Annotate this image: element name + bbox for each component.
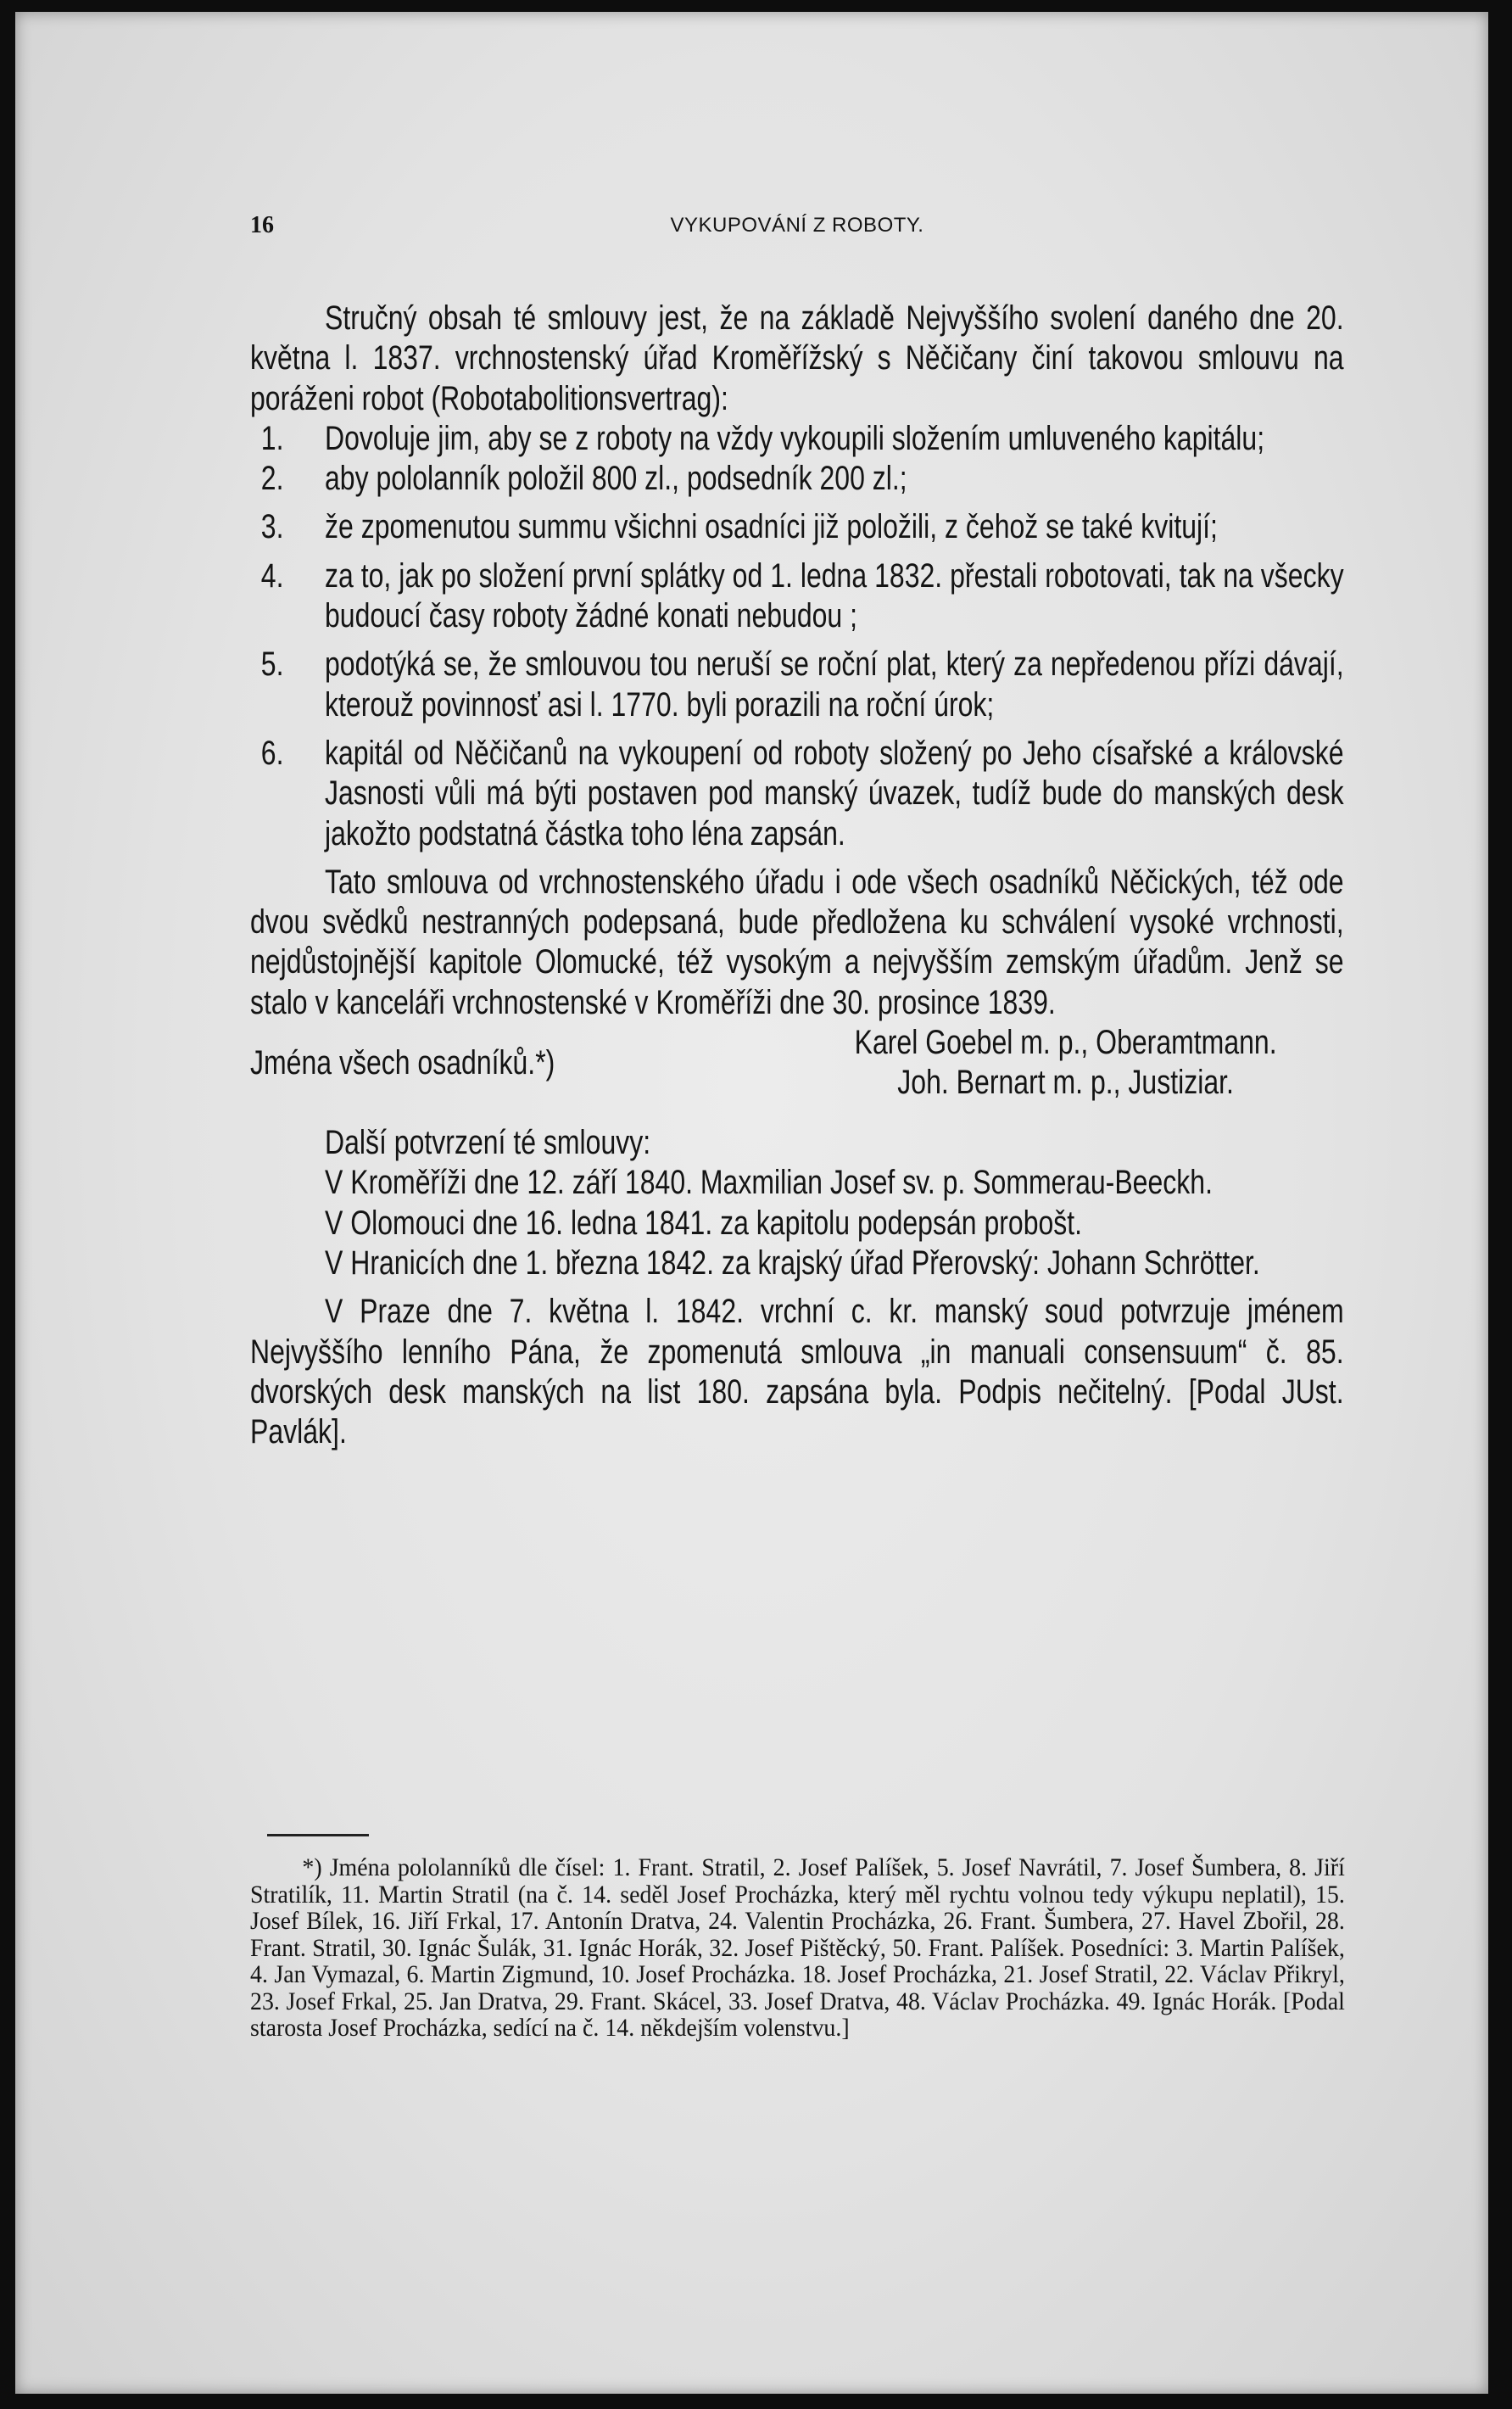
main-text	[250, 299, 1344, 1452]
running-header	[250, 212, 1344, 246]
contract-terms-list	[250, 419, 1344, 854]
confirmation-entry: V Olomouci dne 16. ledna 1841. za kapitolu podepsán probošt.	[325, 1204, 1083, 1242]
signature-line: Joh. Bernart m. p., Justiziar.	[897, 1064, 1234, 1102]
scanned-page	[15, 12, 1488, 2394]
list-item: 3. že zpomenutou summu všichni osadníci již položili, z čehož se také kvitují;	[260, 508, 1218, 546]
confirmations-heading: Další potvrzení té smlouvy:	[325, 1124, 651, 1162]
footnote-text: *) Jména pololanníků dle čísel: 1. Frant. Stratil, 2. Josef Palíšek, 5. Josef Navrátil, 7. Josef Šumbera, 8. Jiří Stratilík, 11. Martin Stratil (na č. 14. seděl Josef Procházka, který měl rychtu volnou tedy výkupu neplatil), 15. Josef Bílek, 16. Jiří Frkal, 17. Antonín Dratva, 24. Valentin Procházka, 26. Frant. Šumbera, 27. Havel Zbořil, 28. Frant. Stratil, 30. Ignác Šulák, 31. Ignác Horák, 32. Josef Pištěcký, 50. Frant. Palíšek. Posedníci: 3. Martin Palíšek, 4. Jan Vymazal, 6. Martin Zigmund, 10. Josef Procházka. 18. Josef Procházka, 21. Josef Stratil, 22. Václav Přikryl, 23. Josef Frkal, 25. Jan Dratva, 29. Frant. Skácel, 33. Josef Dratva, 48. Václav Procházka. 49. Ignác Horák. [Podal starosta Josef Procházka, sedící na č. 14. někdejším volenstvu.]	[250, 1853, 1345, 2042]
signatures	[788, 1023, 1344, 1103]
names-note: Jména všech osadníků.*)	[250, 1044, 555, 1082]
confirmation-entry: V Praze dne 7. května l. 1842. vrchní c. kr. manský soud potvrzuje jménem Nejvyššího lenního Pána, že zpomenutá smlouva „in manuali consensuum“ č. 85. dvorských desk manských na list 180. zapsána byla. Podpis nečitelný. [Podal JUst. Pavlák].	[250, 1293, 1344, 1451]
confirmation-entry: V Kroměříži dne 12. září 1840. Maxmilian Josef sv. p. Sommerau-Beeckh.	[325, 1164, 1213, 1202]
list-item: 6. kapitál od Něčičanů na vykoupení od roboty složený po Jeho císařské a královské Jasnosti vůli má býti postaven pod manský úvazek, tudíž bude do manských desk jakožto podstatná částka toho léna zapsán.	[260, 734, 1344, 852]
page-number: 16	[250, 212, 274, 238]
list-item: 1. Dovoluje jim, aby se z roboty na vždy vykoupili složením umluveného kapitálu;	[260, 419, 1265, 457]
list-item: 5. podotýká se, že smlouvou tou neruší se roční plat, který za nepředenou přízi dávají, kterouž povinnosť asi l. 1770. byli porazili na roční úrok;	[260, 646, 1344, 724]
signature-line: Karel Goebel m. p., Oberamtmann.	[854, 1024, 1277, 1062]
confirmation-entry: V Hranicích dne 1. března 1842. za krajský úřad Přerovský: Johann Schrötter.	[325, 1244, 1260, 1282]
list-item: 2. aby pololanník položil 800 zl., podsedník 200 zl.;	[260, 460, 907, 498]
running-head-title: VYKUPOVÁNÍ Z ROBOTY.	[670, 214, 924, 237]
footnote-separator	[267, 1834, 369, 1836]
approval-paragraph: Tato smlouva od vrchnostenského úřadu i ode všech osadníků Něčických, též ode dvou svědků nestranných podepsaná, bude předložena ku schválení vysoké vrchnosti, nejdůstojnější kapitole Olomucké, též vysokým a nejvyšším zemským úřadům. Jenž se stalo v kanceláři vrchnostenské v Kroměříži dne 30. prosince 1839.	[250, 863, 1344, 1021]
list-item: 4. za to, jak po složení první splátky od 1. ledna 1832. přestali robotovati, tak na všecky budoucí časy roboty žádné konati nebudou ;	[260, 556, 1344, 635]
footnote	[250, 1854, 1345, 2042]
signature-block	[250, 1023, 1344, 1108]
intro-paragraph: Stručný obsah té smlouvy jest, že na základě Nejvyššího svolení daného dne 20. května l. 1837. vrchnostenský úřad Kroměřížský s Něčičany činí takovou smlouvu na poráženi robot (Robotabolitionsvertrag):	[250, 299, 1344, 417]
